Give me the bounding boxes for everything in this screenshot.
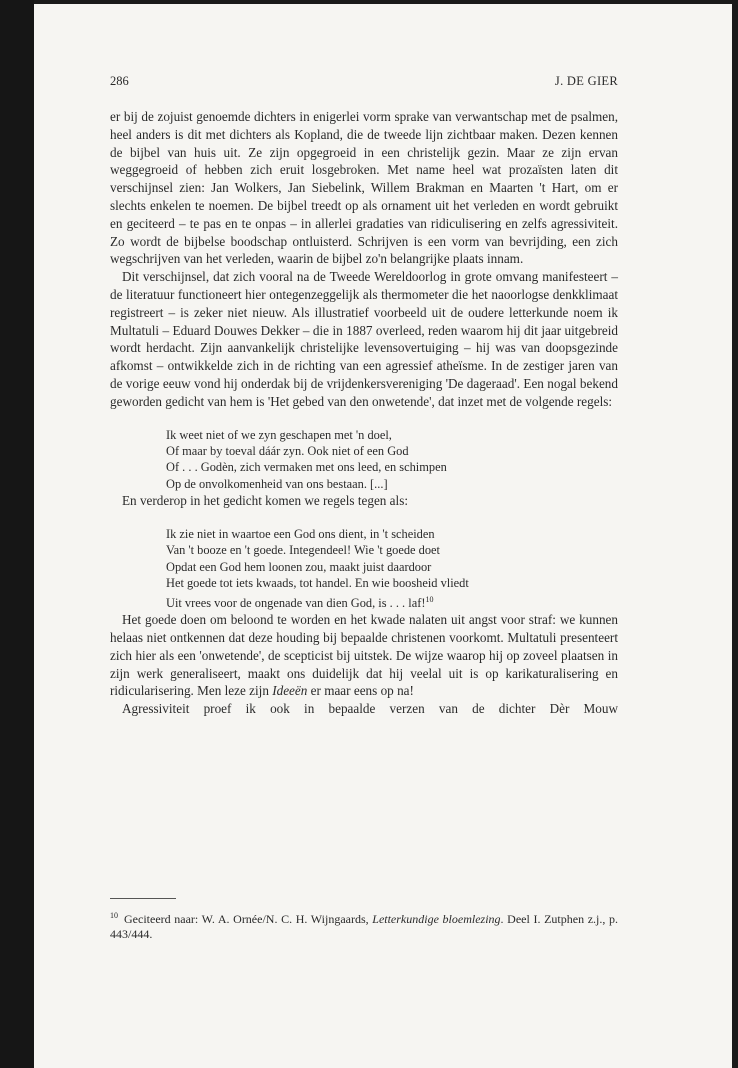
- paragraph-4: Agressiviteit proef ik ook in bepaalde verzen van de dichter Dèr Mouw: [122, 701, 618, 717]
- running-header: [110, 74, 618, 94]
- poem-line: Het goede tot iets kwaads, tot handel. En wie boosheid vliedt: [166, 576, 469, 591]
- footnote-text-end: . Deel I. Zutphen z.j., p. 443/444.: [110, 912, 618, 941]
- poem-line: Ik zie niet in waartoe een God ons dient, in 't scheiden: [166, 526, 435, 541]
- paragraph-1: er bij de zojuist genoemde dichters in enigerlei vorm sprake van verwantschap met de psalmen, heel anders is dit met dichters als Kopland, die de tweede lijn zichtbaar maken. Dezen kennen de bijbel van huis uit. Ze zijn opgegroeid in een christelijk gezin. Maar ze zijn ervan weggegroeid of hebben zich eruit losgebroken. Met name heel wat prozaïsten laten dit verschijnsel zien: Jan Wolkers, Jan Siebelink, Willem Brakman en Maarten 't Hart, om er slechts enkelen te noemen. De bijbel treedt op als ornament uit het verleden en wordt gebruikt en geciteerd – te pas en te onpas – in allerlei gradaties van ridiculisering en zelfs agressiviteit. Zo wordt de bijbelse boodschap ontluisterd. Schrijven is een vorm van bevrijding, een zich wegschrijven van het verleden, waarin de bijbel zo'n belangrijke plaats innam.: [110, 109, 618, 267]
- page-body: [110, 108, 618, 718]
- poem-line: Ik weet niet of we zyn geschapen met 'n doel,: [166, 427, 392, 442]
- running-head-author: J. DE GIER: [554, 74, 618, 88]
- footnote-divider: [110, 898, 176, 899]
- poem-line: Of maar by toeval dáár zyn. Ook niet of een God: [166, 443, 409, 458]
- footnote: [110, 908, 618, 942]
- paragraph-2: Dit verschijnsel, dat zich vooral na de Tweede Wereldoorlog in grote omvang manifesteert – de literatuur functioneert hier ontegenzeggelijk als thermometer die het naoorlogse denkklimaat registreert – is zeker niet nieuw. Als illustratief voorbeeld uit de oudere letterkunde noem ik Multatuli – Eduard Douwes Dekker – die in 1887 overleed, reden waarom hij dit jaar uitgebreid wordt herdacht. Zijn aanvankelijk christelijke levensovertuiging – hij was van doopsgezinde afkomst – ontwikkelde zich in de richting van een agressief atheïsme. In de zestiger jaren van de vorige eeuw vond hij onderdak bij de vrijdenkersvereniging 'De dageraad'. Een nogal bekend geworden gedicht van hem is 'Het gebed van den onwetende', dat inzet met de volgende regels:: [110, 269, 618, 409]
- book-title-ideeen: Ideeën: [272, 683, 308, 699]
- footnote-text: Geciteerd naar: W. A. Ornée/N. C. H. Wijngaards,: [124, 912, 373, 926]
- footnote-book-title: Letterkundige bloemlezing: [372, 912, 501, 926]
- paragraph-3: [110, 611, 618, 700]
- page-number: 286: [110, 74, 129, 88]
- scan-border-left: [0, 0, 34, 1068]
- bridge-sentence: En verderop in het gedicht komen we regels tegen als:: [122, 493, 408, 509]
- footnote-mark: 10: [110, 911, 118, 920]
- paragraph-3-end: er maar eens op na!: [307, 683, 414, 699]
- poem-quote-2: [166, 526, 618, 611]
- poem-line: Opdat een God hem loonen zou, maakt juist daardoor: [166, 559, 432, 574]
- poem-line-last: [166, 592, 618, 612]
- poem-quote-1: [166, 427, 618, 493]
- scan-border-right: [732, 0, 738, 1068]
- poem-line: Van 't booze en 't goede. Integendeel! Wie 't goede doet: [166, 543, 440, 558]
- poem-line: Of . . . Godèn, zich vermaken met ons leed, en schimpen: [166, 460, 447, 475]
- paragraph-3-text: Het goede doen om beloond te worden en het kwade nalaten uit angst voor straf: we kunnen helaas niet ontkennen dat deze houding bij bepaalde christenen voorkomt. Multatuli presenteert zich hier als een 'onwetende', de scepticist bij uitstek. De wijze waarop hij op zoveel plaatsen in zijn werk generaliseert, maakt ons duidelijk dat hij veelal uit is op karikaturalisering en ridicularisering. Men leze zijn: [110, 612, 618, 699]
- poem-line-text: Uit vrees voor de ongenade van dien God, is . . . laf!: [166, 595, 426, 610]
- footnote-reference: 10: [425, 594, 434, 604]
- poem-line: Op de onvolkomenheid van ons bestaan. [...]: [166, 476, 388, 491]
